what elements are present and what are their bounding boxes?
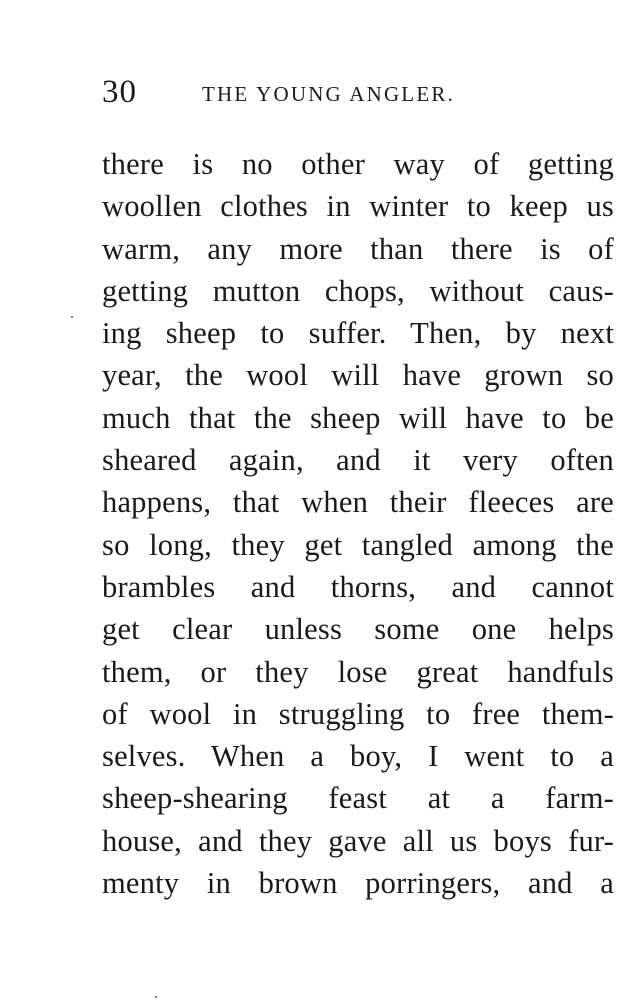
running-title: THE YOUNG ANGLER. [202,82,456,106]
text-line: house, and they gave all us boys fur- [102,823,614,858]
text-line: much that the sheep will have to be [102,400,614,435]
text-line: so long, they get tangled among the [102,527,614,562]
running-head [102,72,622,112]
text-line: getting mutton chops, without caus- [102,273,614,308]
text-line: menty in brown porringers, and a [102,866,614,901]
page-number: 30 [102,74,137,110]
text-line: of wool in struggling to free them- [102,696,614,731]
text-line: selves. When a boy, I went to a [102,739,614,774]
text-line: woollen clothes in winter to keep us [102,189,614,224]
text-line: ing sheep to suffer. Then, by next [102,316,614,351]
text-line: sheep-shearing feast at a farm- [102,781,614,816]
text-line: year, the wool will have grown so [102,358,614,393]
text-line: warm, any more than there is of [102,231,614,266]
paper-speck [71,316,73,318]
paper-speck [155,996,157,998]
text-line: brambles and thorns, and cannot [102,569,614,604]
text-line: sheared again, and it very often [102,443,614,478]
text-line: happens, that when their fleeces are [102,485,614,520]
text-line: them, or they lose great handfuls [102,654,614,689]
text-line: there is no other way of getting [102,147,614,181]
text-line: get clear unless some one helps [102,612,614,647]
body-text [102,143,614,904]
